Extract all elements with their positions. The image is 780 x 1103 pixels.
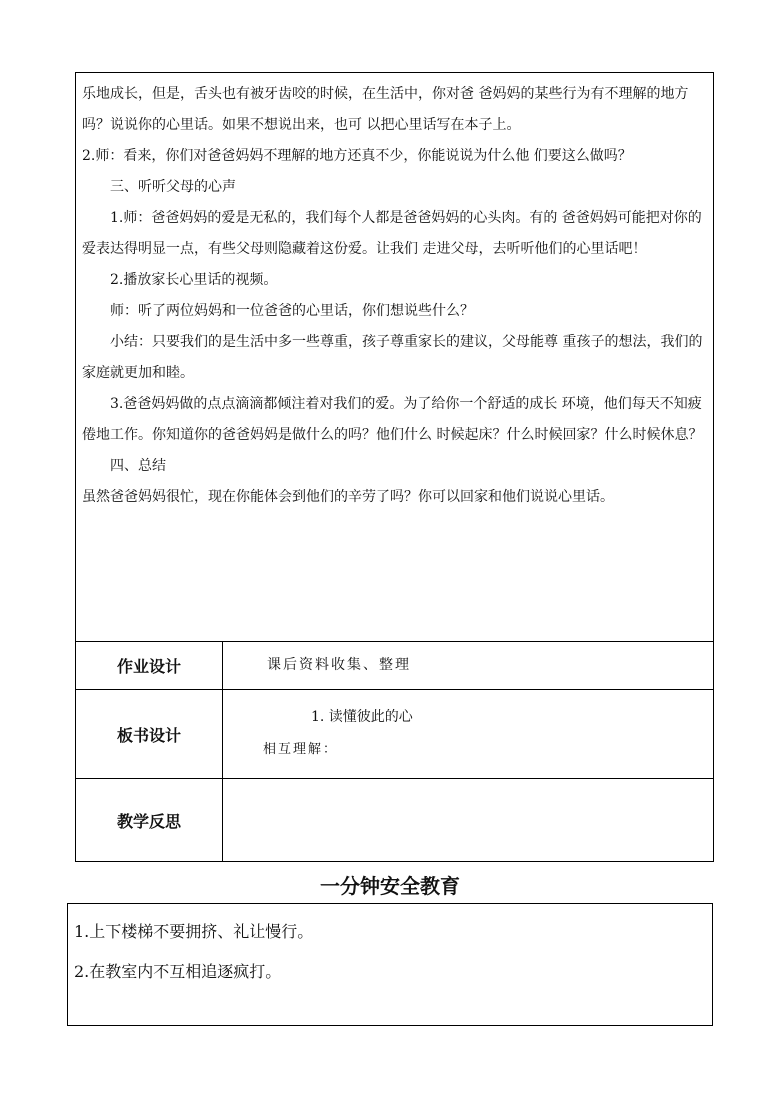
homework-label: 作业设计 — [76, 642, 223, 689]
lesson-paragraph: 小结：只要我们的是生活中多一些尊重，孩子尊重家长的建议，父母能尊 重孩子的想法，我们的家庭就更加和睦。 — [82, 334, 703, 381]
lesson-paragraph: 1.师：爸爸妈妈的爱是无私的，我们每个人都是爸爸妈妈的心头肉。有的 爸爸妈妈可能把对你的爱表达得明显一点，有些父母则隐藏着这份爱。让我们 走进父母，去听听他们的心里话吧！ — [82, 210, 702, 257]
safety-title: 一分钟安全教育 — [320, 874, 460, 898]
lesson-paragraph: 乐地成长，但是，舌头也有被牙齿咬的时候，在生活中，你对爸 爸妈妈的某些行为有不理解的地方吗？说说你的心里话。如果不想说出来，也可 以把心里话写在本子上。 — [82, 86, 689, 133]
reflection-row — [76, 779, 713, 861]
homework-cell — [223, 642, 713, 689]
safety-box — [67, 903, 713, 1026]
board-line-2: 相互理解： — [263, 742, 339, 757]
board-line-1: 1. 读懂彼此的心 — [311, 709, 413, 725]
lesson-paragraph: 虽然爸爸妈妈很忙，现在你能体会到他们的辛劳了吗？你可以回家和他们说说心里话。 — [82, 489, 614, 505]
board-design-row — [76, 690, 713, 779]
lesson-paragraph: 2.播放家长心里话的视频。 — [110, 272, 278, 288]
board-design-label: 板书设计 — [76, 690, 223, 778]
reflection-label: 教学反思 — [76, 779, 223, 861]
homework-value: 课后资料收集、整理 — [267, 657, 411, 673]
lesson-paragraph: 3.爸爸妈妈做的点点滴滴都倾注着对我们的爱。为了给你一个舒适的成长 环境，他们每天不知疲倦地工作。你知道你的爸爸妈妈是做什么的吗？他们什么 时候起床？什么时候回家？什么时候休息？ — [82, 396, 703, 443]
lesson-content — [76, 73, 713, 642]
lesson-paragraph: 师：听了两位妈妈和一位爸爸的心里话，你们想说些什么？ — [110, 303, 474, 319]
board-design-cell — [223, 690, 713, 778]
lesson-plan-table — [75, 72, 714, 862]
section-heading: 四、总结 — [110, 458, 166, 474]
section-heading: 三、听听父母的心声 — [110, 179, 236, 195]
lesson-paragraph: 2.师：看来，你们对爸爸妈妈不理解的地方还真不少，你能说说为什么他 们要这么做吗？ — [82, 148, 632, 164]
safety-item: 2.在教室内不互相追逐疯打。 — [74, 962, 282, 981]
reflection-value — [223, 779, 713, 861]
homework-row — [76, 642, 713, 690]
safety-item: 1.上下楼梯不要拥挤、礼让慢行。 — [74, 922, 314, 941]
